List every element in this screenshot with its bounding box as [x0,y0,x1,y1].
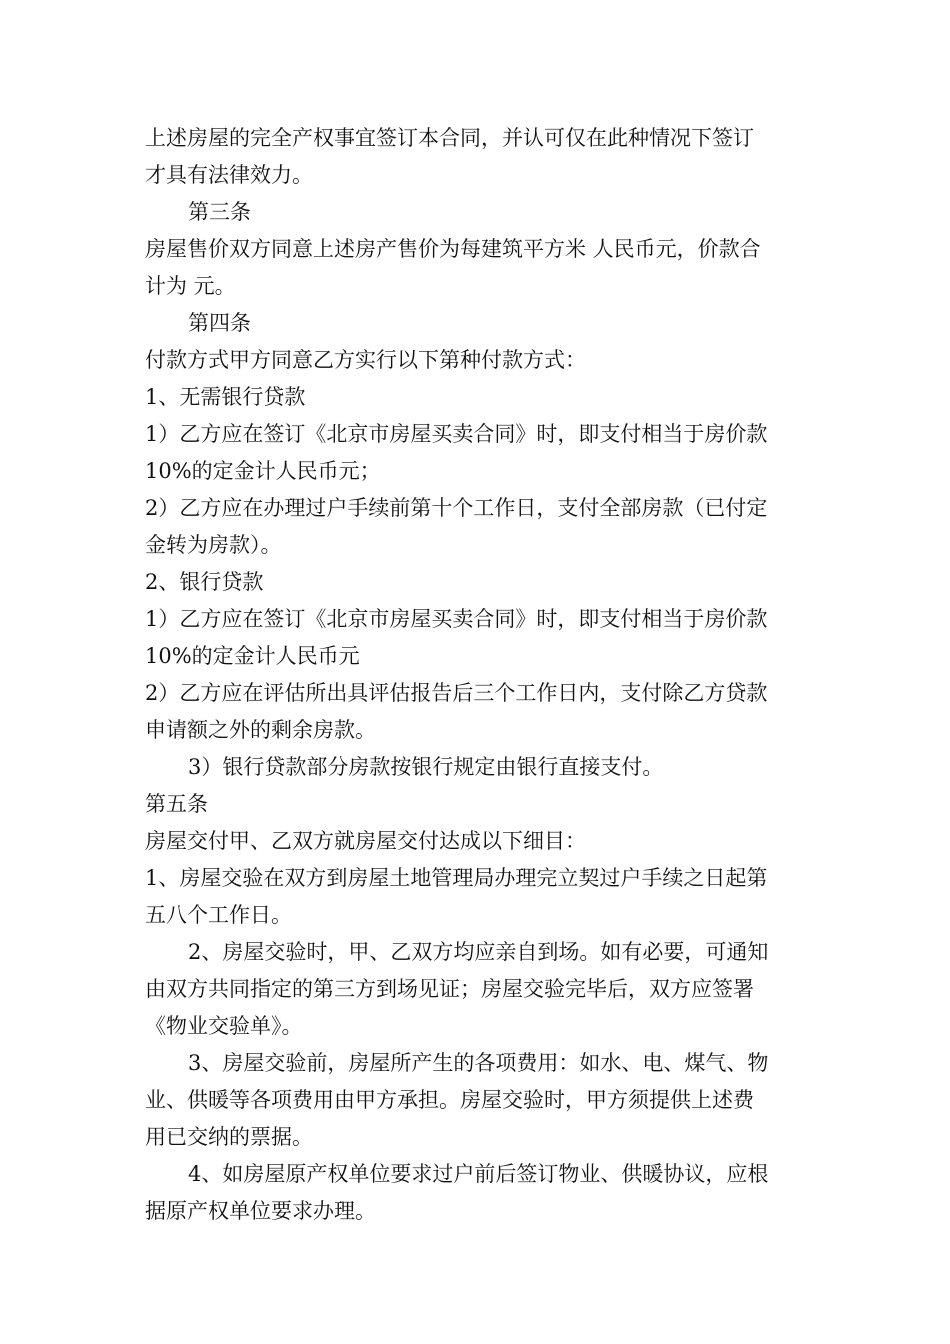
text-line: 五八个工作日。 [145,903,292,927]
text-line: 金转为房款）。 [145,533,282,557]
text-line: 房屋交付甲、乙双方就房屋交付达成以下细目： [145,829,586,853]
text-line: 付款方式甲方同意乙方实行以下第种付款方式： [145,348,586,372]
text-line: 第三条 [188,200,251,224]
text-line: 10%的定金计人民币元 [145,644,360,668]
text-line: 用已交纳的票据。 [145,1125,313,1149]
document-body [145,120,810,1230]
text-line: 2）乙方应在办理过户手续前第十个工作日，支付全部房款（已付定 [145,496,768,520]
text-line: 2、银行贷款 [145,570,264,594]
text-line: 第五条 [145,792,208,816]
text-line: 由双方共同指定的第三方到场见证；房屋交验完毕后，双方应签署 [145,977,754,1001]
text-line: 1、无需银行贷款 [145,385,306,409]
text-line: 上述房屋的完全产权事宜签订本合同，并认可仅在此种情况下签订 [145,126,754,150]
text-line: 业、供暖等各项费用由甲方承担。房屋交验时，甲方须提供上述费 [145,1088,754,1112]
text-line: 1）乙方应在签订《北京市房屋买卖合同》时，即支付相当于房价款 [145,607,768,631]
text-line: 第四条 [188,311,251,335]
text-line: 1）乙方应在签订《北京市房屋买卖合同》时，即支付相当于房价款 [145,422,768,446]
text-line: 1、房屋交验在双方到房屋土地管理局办理完立契过户手续之日起第 [145,866,768,890]
text-line: 4、如房屋原产权单位要求过户前后签订物业、供暖协议，应根 [188,1162,769,1186]
text-line: 《物业交验单》。 [145,1014,303,1038]
text-line: 计为 元。 [145,274,236,298]
text-line: 3）银行贷款部分房款按银行规定由银行直接支付。 [188,755,664,779]
text-line: 2）乙方应在评估所出具评估报告后三个工作日内，支付除乙方贷款 [145,681,768,705]
text-line: 10%的定金计人民币元； [145,459,381,483]
text-line: 申请额之外的剩余房款。 [145,718,376,742]
text-line: 才具有法律效力。 [145,163,313,187]
text-line: 据原产权单位要求办理。 [145,1199,376,1223]
text-line: 房屋售价双方同意上述房产售价为每建筑平方米 人民币元，价款合 [145,237,761,261]
text-line: 3、房屋交验前，房屋所产生的各项费用：如水、电、煤气、物 [188,1051,769,1075]
text-line: 2、房屋交验时，甲、乙双方均应亲自到场。如有必要，可通知 [188,940,769,964]
